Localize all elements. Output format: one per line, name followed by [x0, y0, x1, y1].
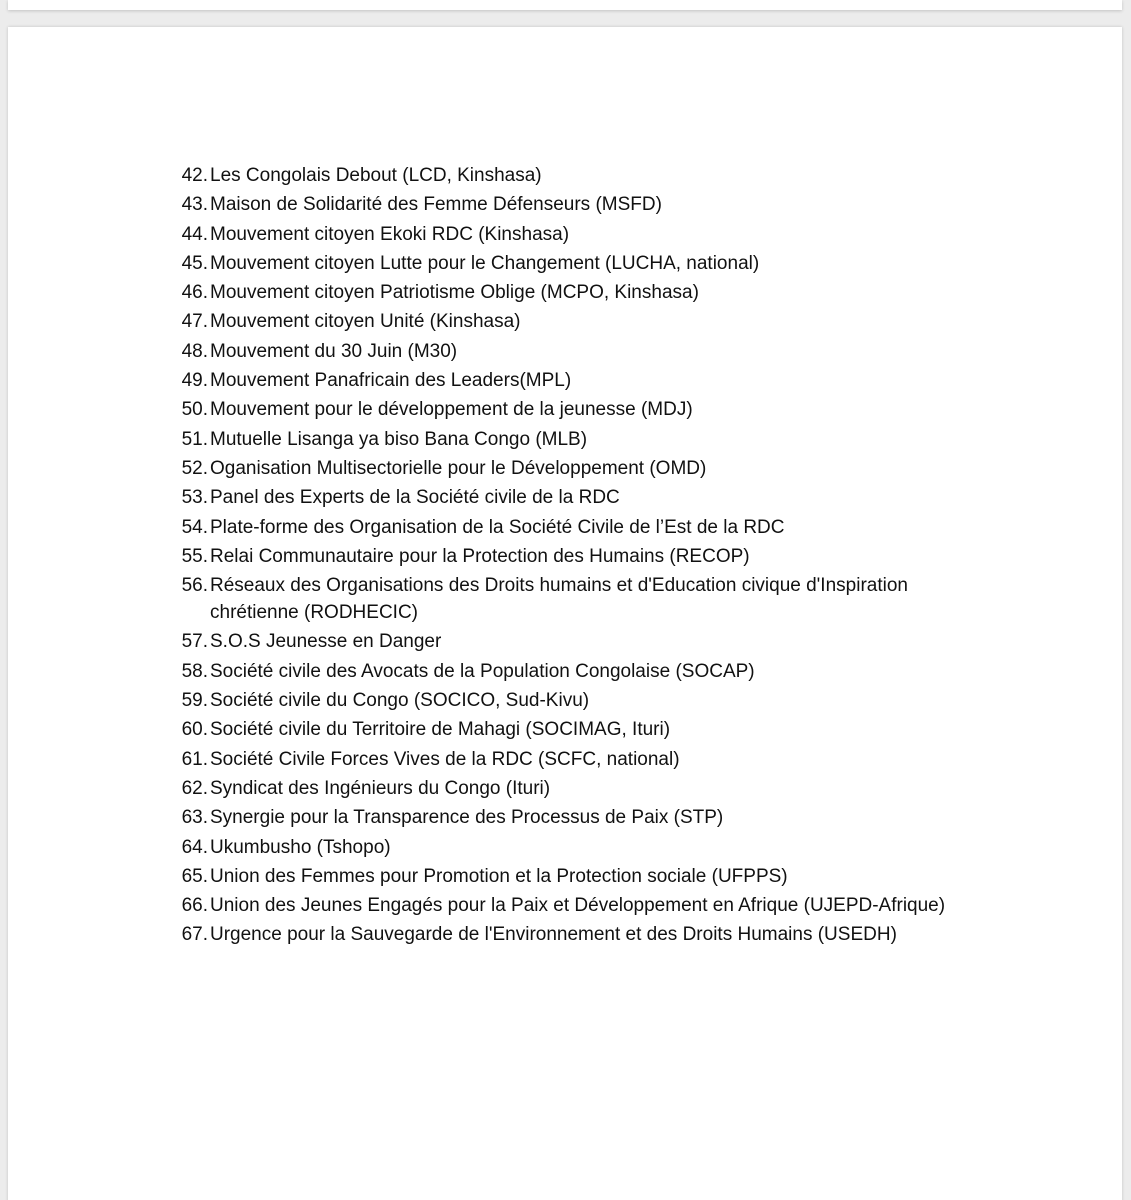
list-item-text: Plate-forme des Organisation de la Société Civile de l’Est de la RDC	[210, 516, 785, 538]
list-item-text: Synergie pour la Transparence des Processus de Paix (STP)	[210, 807, 724, 829]
list-item-number: 53.	[181, 487, 208, 509]
list-item-text: Société civile des Avocats de la Population Congolaise (SOCAP)	[210, 660, 755, 682]
list-item-number: 51.	[181, 428, 208, 450]
list-item-number: 46.	[181, 282, 208, 304]
list-item	[168, 572, 988, 626]
list-item-number: 44.	[181, 223, 208, 245]
list-item	[168, 396, 988, 423]
list-item	[168, 455, 988, 482]
list-item-number: 63.	[181, 807, 208, 829]
list-item-number: 48.	[181, 340, 208, 362]
list-item-text: Société Civile Forces Vives de la RDC (SCFC, national)	[210, 748, 680, 770]
list-item	[168, 863, 988, 890]
list-item-number: 52.	[181, 457, 208, 479]
list-item-number: 65.	[181, 865, 208, 887]
list-item	[168, 308, 988, 335]
list-item-text: Mouvement citoyen Patriotisme Oblige (MCPO, Kinshasa)	[210, 282, 699, 304]
list-item-text: Réseaux des Organisations des Droits humains et d'Education civique d'Inspiration chrétienne (RODHECIC)	[210, 575, 908, 624]
list-item-number: 42.	[181, 165, 208, 186]
list-item	[168, 426, 988, 453]
list-item-number: 54.	[181, 516, 208, 538]
list-item	[168, 716, 988, 743]
list-item-number: 67.	[181, 924, 208, 946]
list-item	[168, 921, 988, 948]
list-item-text: Syndicat des Ingénieurs du Congo (Ituri)	[210, 777, 551, 799]
list-item	[168, 804, 988, 831]
list-item	[168, 658, 988, 685]
list-item-number: 61.	[181, 748, 208, 770]
list-item	[168, 250, 988, 277]
list-item-number: 66.	[181, 895, 208, 917]
list-item-text: S.O.S Jeunesse en Danger	[210, 631, 442, 653]
list-item-text: Oganisation Multisectorielle pour le Développement (OMD)	[210, 457, 707, 479]
list-item	[168, 775, 988, 802]
list-item-text: Les Congolais Debout (LCD, Kinshasa)	[210, 165, 542, 186]
list-item-number: 62.	[181, 777, 208, 799]
list-item-text: Maison de Solidarité des Femme Défenseurs (MSFD)	[210, 194, 662, 216]
list-item-text: Mouvement citoyen Ekoki RDC (Kinshasa)	[210, 223, 570, 245]
list-item-text: Société civile du Territoire de Mahagi (SOCIMAG, Ituri)	[210, 719, 671, 741]
list-item-text: Mouvement Panafricain des Leaders(MPL)	[210, 370, 572, 392]
list-item	[168, 834, 988, 861]
list-item-number: 58.	[181, 660, 208, 682]
list-item-text: Mouvement citoyen Unité (Kinshasa)	[210, 311, 521, 333]
list-item	[168, 687, 988, 714]
list-item-text: Ukumbusho (Tshopo)	[210, 836, 391, 858]
list-item	[168, 279, 988, 306]
list-item	[168, 514, 988, 541]
document-page[interactable]	[8, 27, 1122, 1200]
list-item-number: 57.	[181, 631, 208, 653]
list-item	[168, 746, 988, 773]
list-item-number: 60.	[181, 719, 208, 741]
list-item-number: 49.	[181, 370, 208, 392]
organization-list	[168, 162, 988, 951]
list-item	[168, 543, 988, 570]
list-item-text: Urgence pour la Sauvegarde de l'Environnement et des Droits Humains (USEDH)	[210, 924, 897, 946]
list-item	[168, 367, 988, 394]
list-item-number: 56.	[181, 575, 208, 597]
list-item	[168, 221, 988, 248]
list-item	[168, 892, 988, 919]
list-item-number: 59.	[181, 690, 208, 712]
list-item	[168, 191, 988, 218]
list-item-text: Panel des Experts de la Société civile de la RDC	[210, 487, 620, 509]
list-item-text: Mouvement citoyen Lutte pour le Changement (LUCHA, national)	[210, 252, 760, 274]
list-item-text: Union des Femmes pour Promotion et la Protection sociale (UFPPS)	[210, 865, 788, 887]
list-item-number: 50.	[181, 399, 208, 421]
list-item-number: 45.	[181, 252, 208, 274]
list-item	[168, 162, 988, 189]
list-item-text: Mouvement du 30 Juin (M30)	[210, 340, 458, 362]
list-item-number: 47.	[181, 311, 208, 333]
list-item	[168, 484, 988, 511]
list-item-text: Mutuelle Lisanga ya biso Bana Congo (MLB)	[210, 428, 588, 450]
list-item-number: 43.	[181, 194, 208, 216]
list-item-number: 55.	[181, 545, 208, 567]
previous-page-edge	[8, 0, 1122, 10]
list-item-text: Société civile du Congo (SOCICO, Sud-Kivu)	[210, 690, 590, 712]
list-item-number: 64.	[181, 836, 208, 858]
list-item	[168, 338, 988, 365]
list-item-text: Mouvement pour le développement de la jeunesse (MDJ)	[210, 399, 693, 421]
list-item-text: Union des Jeunes Engagés pour la Paix et Développement en Afrique (UJEPD-Afrique)	[210, 895, 946, 917]
list-item	[168, 628, 988, 655]
list-item-text: Relai Communautaire pour la Protection des Humains (RECOP)	[210, 545, 750, 567]
